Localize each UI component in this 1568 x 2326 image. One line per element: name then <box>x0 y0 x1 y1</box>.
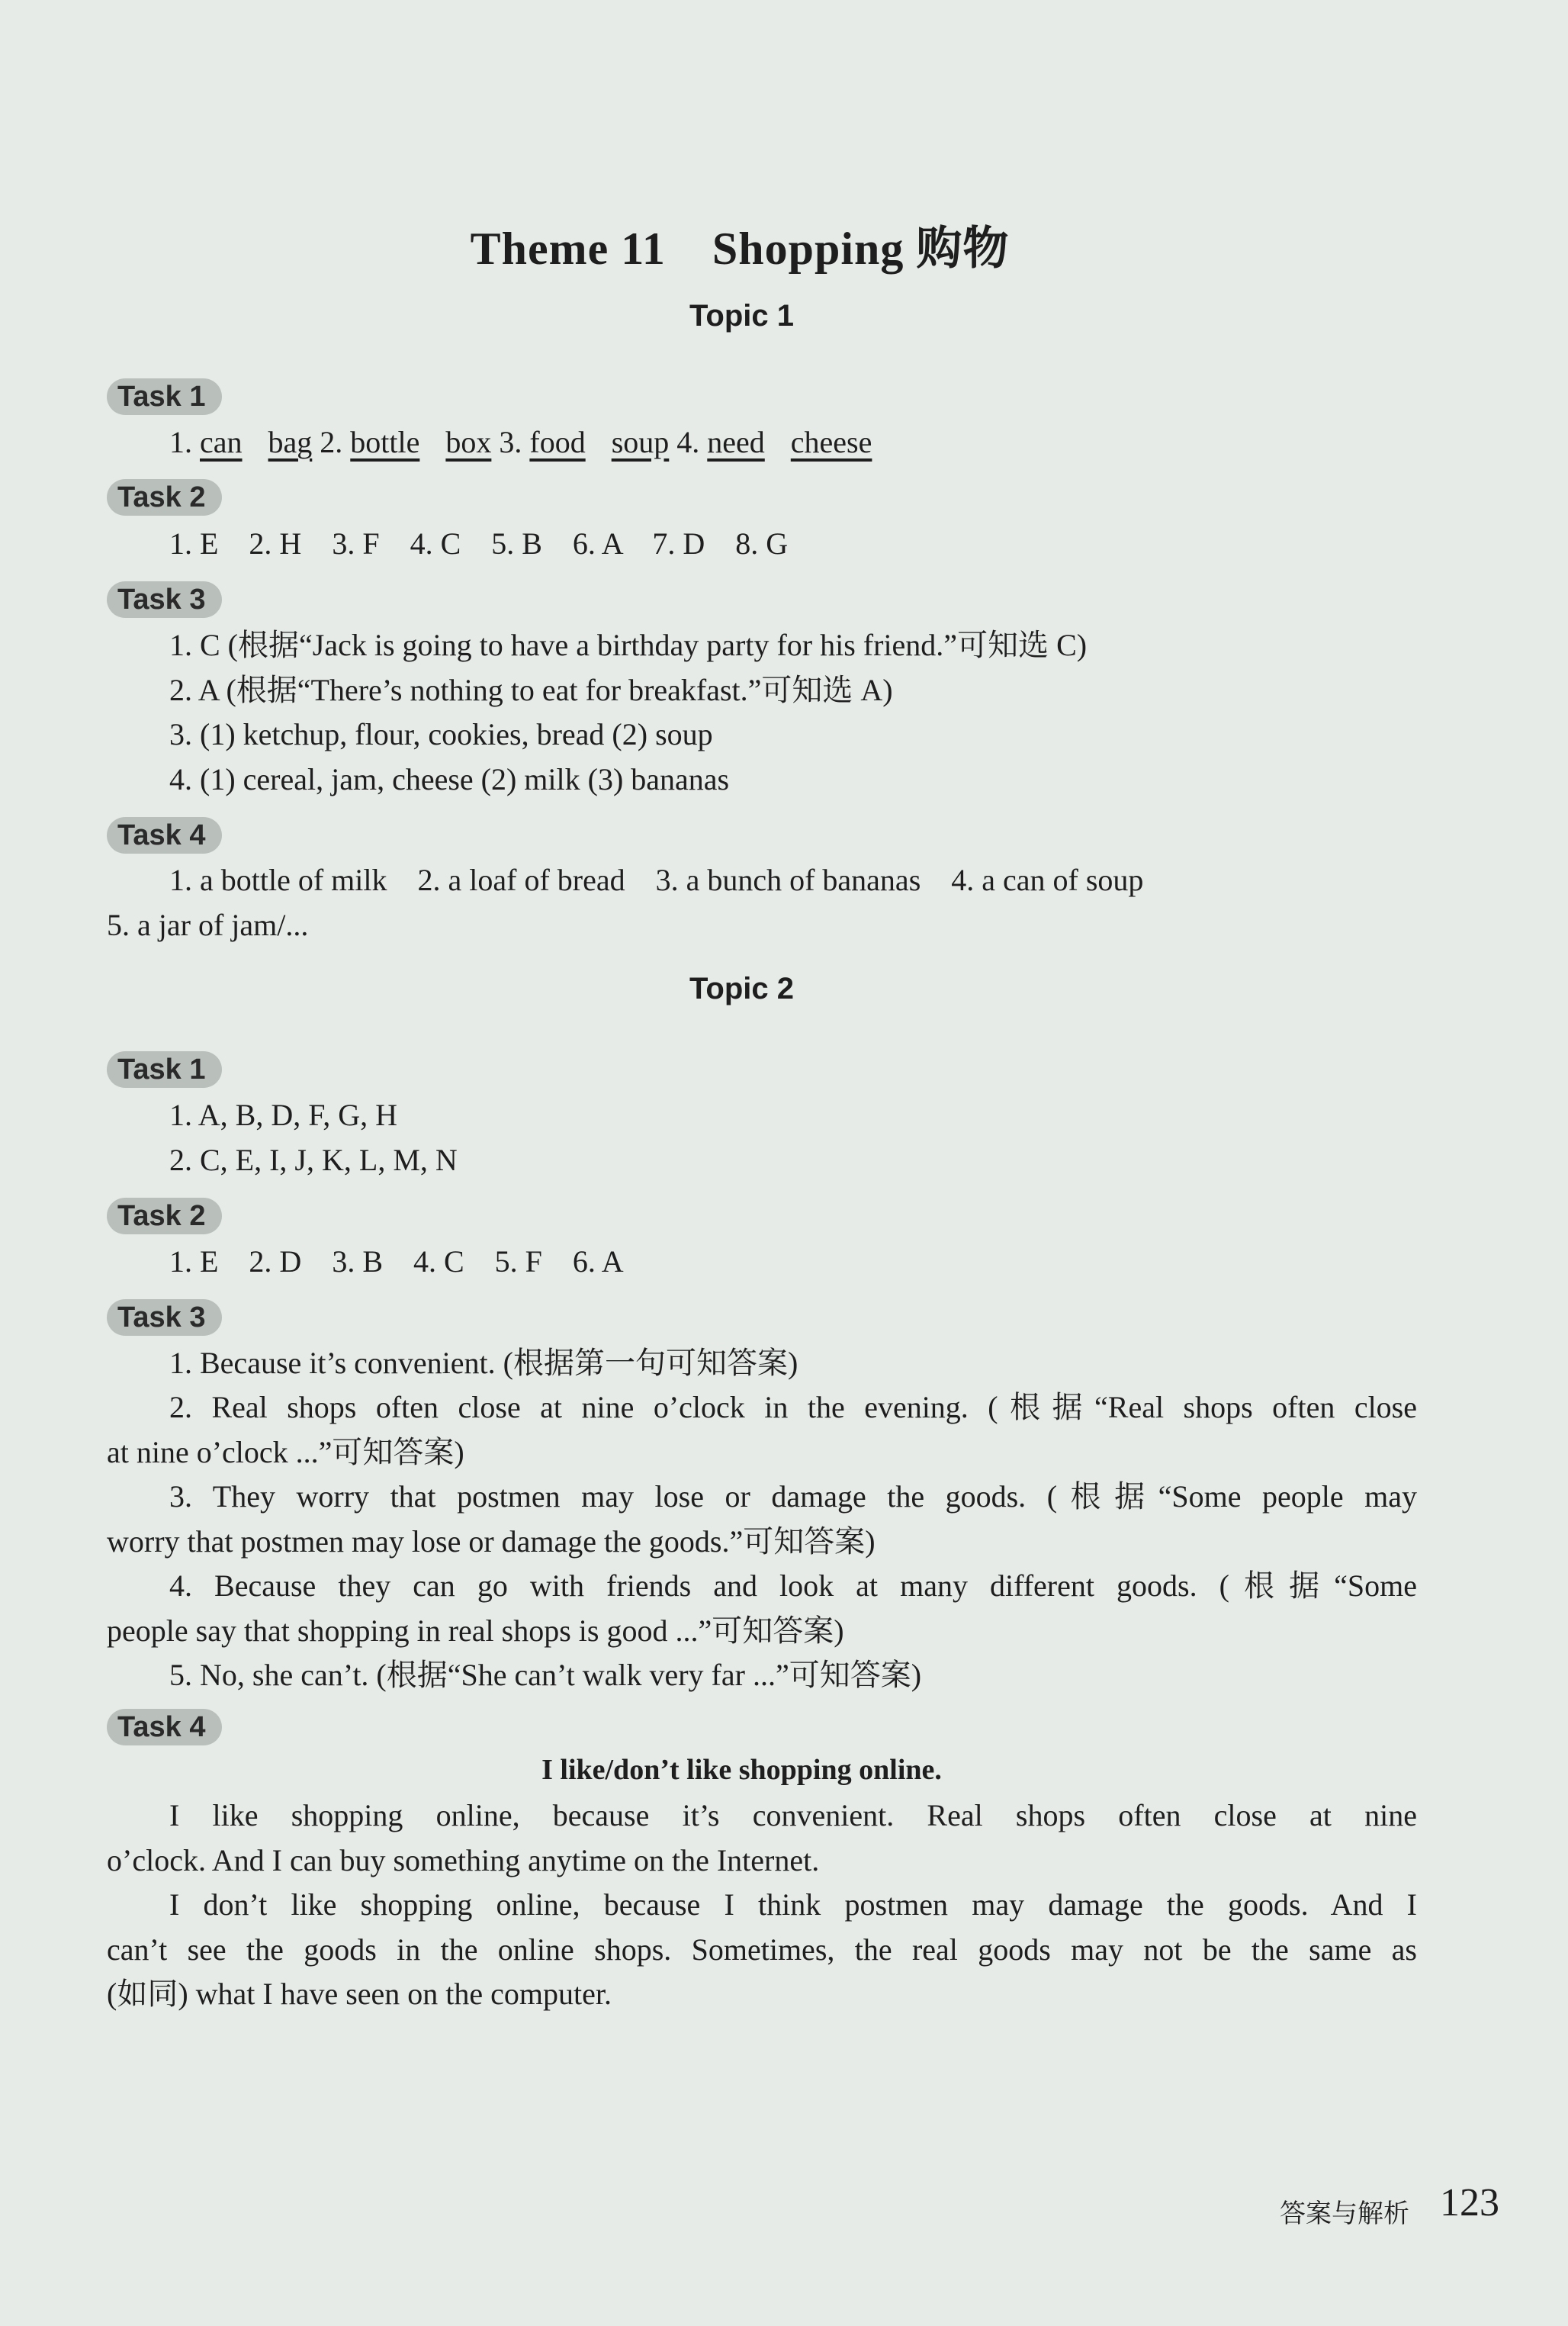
t1-task1-word-need: need <box>707 425 765 459</box>
t2-task4-badge: Task 4 <box>107 1709 222 1745</box>
t2-task3-answer-3b: worry that postmen may lose or damage the goods.”可知答案) <box>107 1524 876 1559</box>
t1-task1-badge: Task 1 <box>107 378 222 415</box>
t2-task3-answer-4a: 4. Because they can go with friends and look at many different goods. (根据“Some <box>169 1568 1417 1603</box>
t1-task2-answers: 1. E 2. H 3. F 4. C 5. B 6. A 7. D 8. G <box>169 526 789 561</box>
t1-task1-word-soup: soup <box>611 425 670 459</box>
topic-1-heading: Topic 1 <box>689 299 795 333</box>
t2-task2-badge: Task 2 <box>107 1198 222 1234</box>
t1-task1-n2: 2. <box>320 425 343 459</box>
footer-label: 答案与解析 <box>1280 2199 1409 2229</box>
t2-task1-answer-1: 1. A, B, D, F, G, H <box>169 1098 398 1132</box>
page-number: 123 <box>1440 2181 1499 2225</box>
topic-2-heading: Topic 2 <box>689 972 795 1005</box>
t2-task3-answer-2a: 2. Real shops often close at nine o’clock in the evening. (根据“Real shops often close <box>169 1390 1417 1424</box>
t1-task1-word-box: box <box>445 425 492 459</box>
essay-p2-line-3: (如同) what I have seen on the computer. <box>107 1977 612 2011</box>
t1-task1-word-can: can <box>200 425 243 459</box>
t2-task3-answer-5: 5. No, she can’t. (根据“She can’t walk very far ...”可知答案) <box>169 1658 922 1692</box>
t1-task1-answers <box>169 423 872 462</box>
t2-task2-answers: 1. E 2. D 3. B 4. C 5. F 6. A <box>169 1244 624 1279</box>
t1-task2-badge: Task 2 <box>107 479 222 516</box>
t1-task1-n4: 4. <box>676 425 700 459</box>
t1-task3-answer-4: 4. (1) cereal, jam, cheese (2) milk (3) bananas <box>169 762 730 796</box>
page-title: Theme 11 Shopping 购物 <box>470 224 1010 274</box>
t1-task4-line-1: 1. a bottle of milk 2. a loaf of bread 3. a bunch of bananas 4. a can of soup <box>169 863 1144 897</box>
essay-p1-line-2: o’clock. And I can buy something anytime on the Internet. <box>107 1843 820 1877</box>
t1-task3-answer-1: 1. C (根据“Jack is going to have a birthday party for his friend.”可知选 C) <box>169 628 1088 662</box>
t1-task1-word-cheese: cheese <box>790 425 872 459</box>
t1-task1-word-bag: bag <box>268 425 313 459</box>
t1-task4-badge: Task 4 <box>107 817 222 854</box>
t2-task3-answer-3a: 3. They worry that postmen may lose or damage the goods. (根据“Some people may <box>169 1479 1417 1514</box>
t2-task1-answer-2: 2. C, E, I, J, K, L, M, N <box>169 1143 458 1177</box>
t2-task3-badge: Task 3 <box>107 1299 222 1336</box>
t1-task4-line-2: 5. a jar of jam/... <box>107 908 309 942</box>
essay-p1-line-1: I like shopping online, because it’s convenient. Real shops often close at nine <box>169 1798 1417 1832</box>
essay-title: I like/don’t like shopping online. <box>541 1754 942 1786</box>
essay-p2-line-1: I don’t like shopping online, because I think postmen may damage the goods. And I <box>169 1887 1417 1922</box>
t1-task1-word-bottle: bottle <box>350 425 420 459</box>
t2-task3-answer-2b: at nine o’clock ...”可知答案) <box>107 1435 464 1469</box>
t2-task1-badge: Task 1 <box>107 1051 222 1088</box>
t1-task1-n1: 1. <box>169 425 192 459</box>
t1-task1-n3: 3. <box>499 425 522 459</box>
t2-task3-answer-4b: people say that shopping in real shops is good ...”可知答案) <box>107 1613 844 1648</box>
t1-task3-badge: Task 3 <box>107 581 222 618</box>
t2-task3-answer-1: 1. Because it’s convenient. (根据第一句可知答案) <box>169 1346 798 1380</box>
t1-task3-answer-3: 3. (1) ketchup, flour, cookies, bread (2) soup <box>169 717 713 751</box>
essay-p2-line-2: can’t see the goods in the online shops. Sometimes, the real goods may not be the same as <box>107 1932 1417 1967</box>
t1-task3-answer-2: 2. A (根据“There’s nothing to eat for breakfast.”可知选 A) <box>169 673 893 707</box>
t1-task1-word-food: food <box>529 425 586 459</box>
